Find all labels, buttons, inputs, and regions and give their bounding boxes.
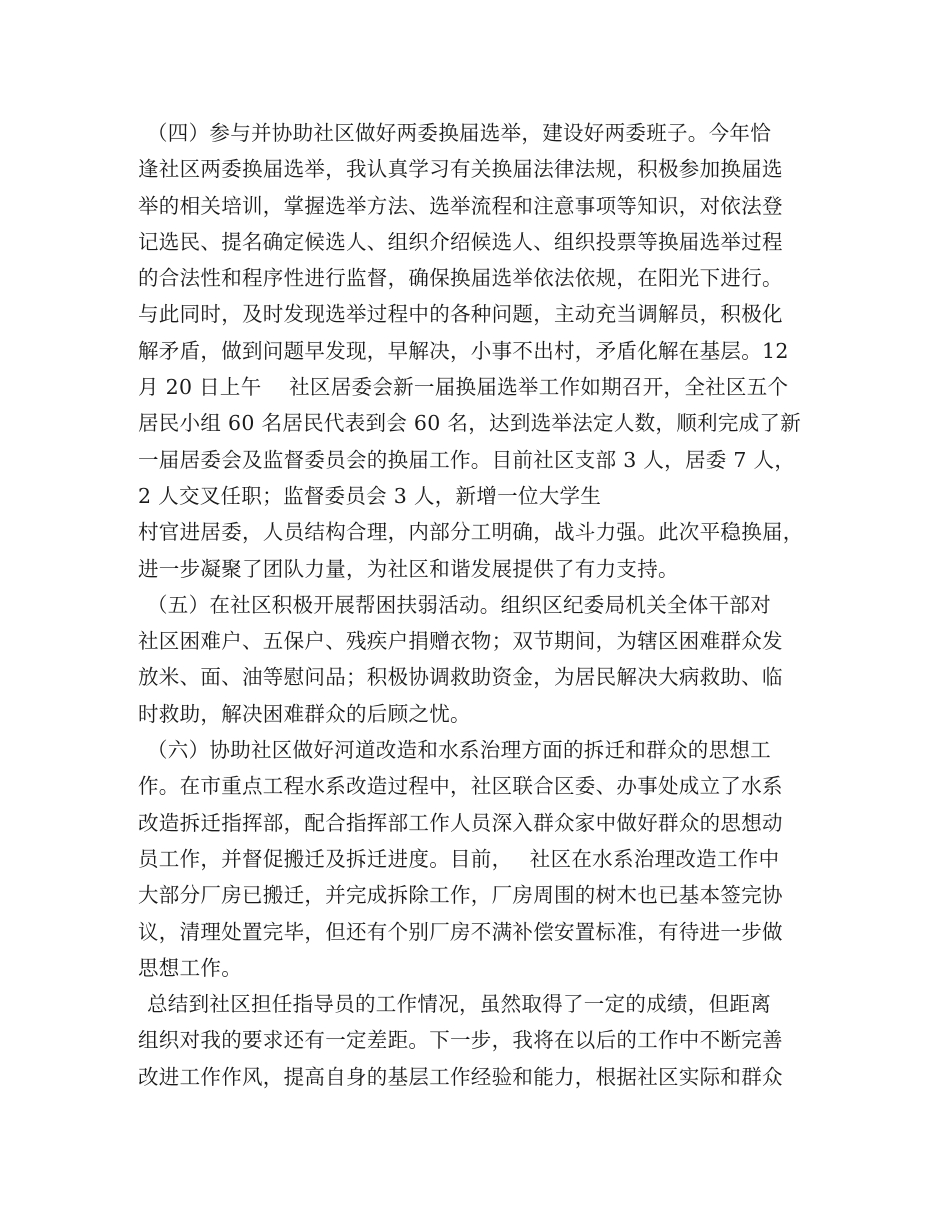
text-line: 举的相关培训，掌握选举方法、选举流程和注意事项等知识，对依法登 <box>138 193 783 218</box>
text-line: 时救助，解决困难群众的后顾之忧。 <box>138 701 471 726</box>
text-line: （五）在社区积极开展帮困扶弱活动。组织区纪委局机关全体干部对 <box>147 592 771 617</box>
body-text <box>138 115 838 1095</box>
text-line: 村官进居委，人员结构合理，内部分工明确，战斗力强。此次平稳换届， <box>138 520 804 545</box>
text-line: （四）参与并协助社区做好两委换届选举，建设好两委班子。今年恰 <box>147 121 771 145</box>
text-line: 大部分厂房已搬迁，并完成拆除工作，厂房周围的树木也已基本签完协 <box>138 883 783 908</box>
text-line: 记选民、提名确定候选人、组织介绍候选人、组织投票等换届选举过程 <box>138 229 783 254</box>
text-line: 总结到社区担任指导员的工作情况，虽然取得了一定的成绩，但距离 <box>147 992 771 1017</box>
text-line: 解矛盾，做到问题早发现，早解决，小事不出村，矛盾化解在基层。12 <box>138 338 789 363</box>
text-line: 改进工作作风，提高自身的基层工作经验和能力，根据社区实际和群众 <box>138 1064 783 1089</box>
text-line: 组织对我的要求还有一定差距。下一步，我将在以后的工作中不断完善 <box>138 1028 783 1053</box>
text-line: 的合法性和程序性进行监督，确保换届选举依法依规，在阳光下进行。 <box>138 266 783 291</box>
text-line: 放米、面、油等慰问品；积极协调救助资金，为居民解决大病救助、临 <box>138 665 783 690</box>
text-line: 员工作，并督促搬迁及拆迁进度。目前， 社区在水系治理改造工作中 <box>138 846 780 871</box>
text-line: 进一步凝聚了团队力量，为社区和谐发展提供了有力支持。 <box>138 556 679 581</box>
text-line: 作。在市重点工程水系改造过程中，社区联合区委、办事处成立了水系 <box>138 774 783 799</box>
text-line: 思想工作。 <box>138 955 242 980</box>
text-line: 居民小组 60 名居民代表到会 60 名，达到选举法定人数，顺利完成了新 <box>138 411 802 436</box>
text-line: 月 20 日上午 社区居委会新一届换届选举工作如期召开，全社区五个 <box>138 375 789 400</box>
text-line: 逢社区两委换届选举，我认真学习有关换届法律法规，积极参加换届选 <box>138 157 783 182</box>
text-line: 改造拆迁指挥部，配合指挥部工作人员深入群众家中做好群众的思想动 <box>138 810 783 835</box>
text-line: 一届居委会及监督委员会的换届工作。目前社区支部 3 人，居委 7 人， <box>138 447 796 472</box>
text-line: 2 人交叉任职；监督委员会 3 人，新增一位大学生 <box>138 483 602 508</box>
text-line: 议，清理处置完毕，但还有个别厂房不满补偿安置标准，有待进一步做 <box>138 919 783 944</box>
text-line: （六）协助社区做好河道改造和水系治理方面的拆迁和群众的思想工 <box>147 738 771 763</box>
text-line: 社区困难户、五保户、残疾户捐赠衣物；双节期间，为辖区困难群众发 <box>138 629 783 654</box>
text-line: 与此同时，及时发现选举过程中的各种问题，主动充当调解员，积极化 <box>138 302 783 327</box>
